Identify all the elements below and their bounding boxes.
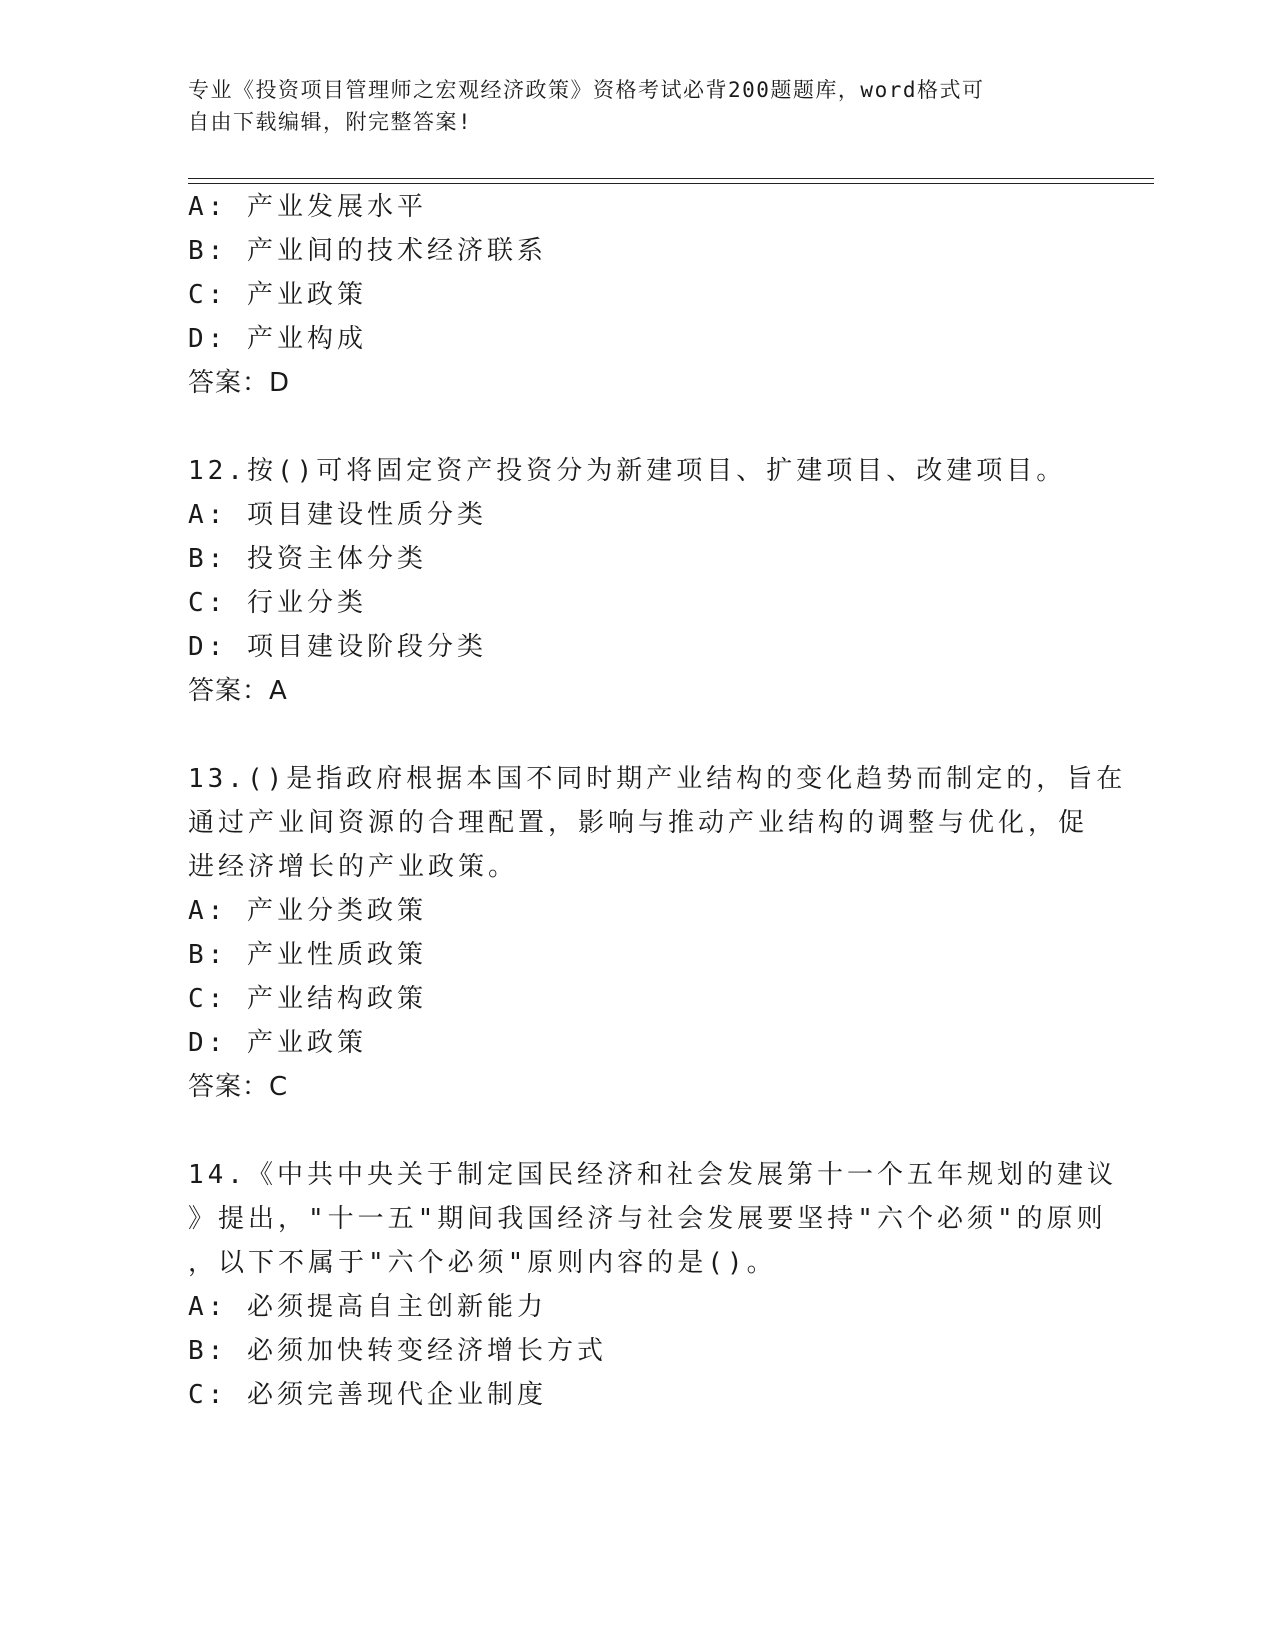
q12-answer: 答案：A (188, 676, 288, 706)
q12-option-c: C: 行业分类 (188, 588, 367, 618)
q11-option-c: C: 产业政策 (188, 280, 367, 310)
q14-stem-line-2: 》提出，"十一五"期间我国经济与社会发展要坚持"六个必须"的原则 (188, 1204, 1107, 1234)
q14-stem-line-3: ，以下不属于"六个必须"原则内容的是()。 (188, 1248, 777, 1278)
q13-option-b: B: 产业性质政策 (188, 940, 427, 970)
q11-option-d: D: 产业构成 (188, 324, 367, 354)
q13-option-a: A: 产业分类政策 (188, 896, 427, 926)
q13-stem-line-3: 进经济增长的产业政策。 (188, 852, 519, 882)
q13-stem-line-2: 通过产业间资源的合理配置，影响与推动产业结构的调整与优化，促 (188, 808, 1089, 838)
q12-option-b: B: 投资主体分类 (188, 544, 427, 574)
q13-stem-line-1: 13.()是指政府根据本国不同时期产业结构的变化趋势而制定的，旨在 (188, 764, 1127, 794)
header-line-1: 专业《投资项目管理师之宏观经济政策》资格考试必背200题题库，word格式可 (188, 78, 985, 102)
header-rule-top (188, 178, 1154, 179)
q11-answer: 答案：D (188, 368, 291, 398)
q14-option-c: C: 必须完善现代企业制度 (188, 1380, 547, 1410)
q11-option-a: A: 产业发展水平 (188, 192, 427, 222)
q13-option-c: C: 产业结构政策 (188, 984, 427, 1014)
header-line-2: 自由下载编辑，附完整答案! (188, 110, 473, 134)
q14-option-b: B: 必须加快转变经济增长方式 (188, 1336, 607, 1366)
q11-option-b: B: 产业间的技术经济联系 (188, 236, 547, 266)
q12-option-a: A: 项目建设性质分类 (188, 500, 487, 530)
header-rule-bottom (188, 183, 1154, 184)
q12-stem: 12.按()可将固定资产投资分为新建项目、扩建项目、改建项目。 (188, 456, 1067, 486)
q12-option-d: D: 项目建设阶段分类 (188, 632, 487, 662)
q13-option-d: D: 产业政策 (188, 1028, 367, 1058)
q14-option-a: A: 必须提高自主创新能力 (188, 1292, 547, 1322)
q13-answer: 答案：C (188, 1072, 289, 1102)
document-header (188, 74, 1088, 138)
q14-stem-line-1: 14.《中共中央关于制定国民经济和社会发展第十一个五年规划的建议 (188, 1160, 1117, 1190)
